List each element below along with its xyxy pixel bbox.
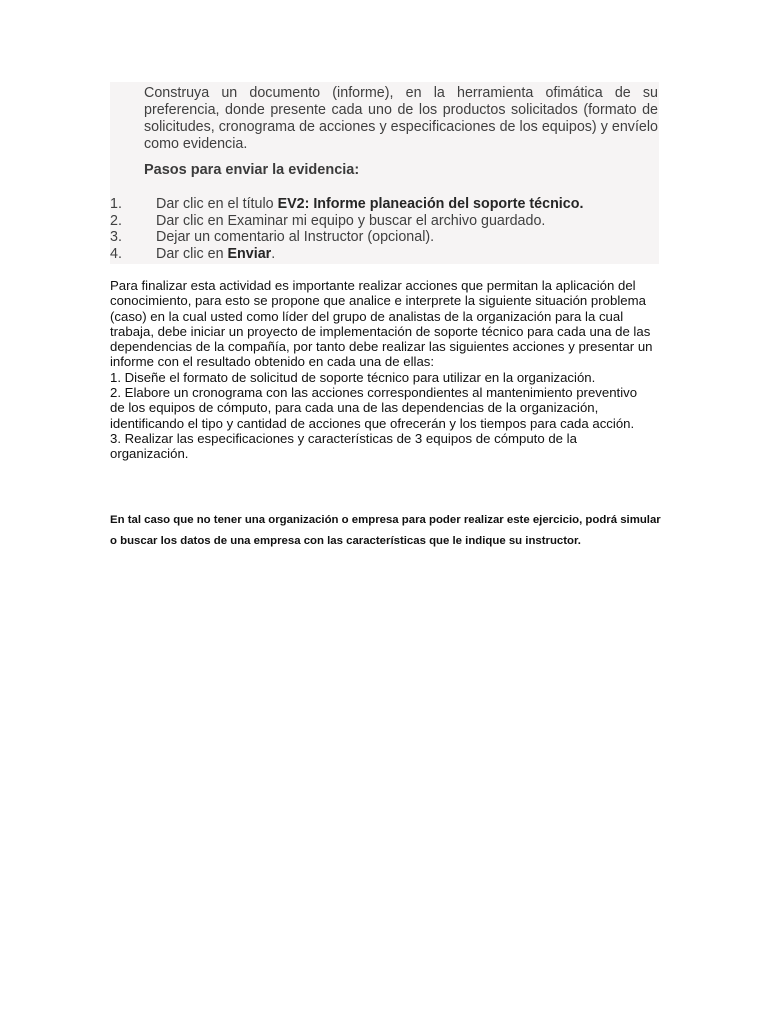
- step-text: Dar clic en Examinar mi equipo y buscar el archivo guardado.: [156, 212, 546, 229]
- step-number: 3.: [110, 229, 122, 246]
- steps-title: Pasos para enviar la evidencia:: [144, 162, 360, 178]
- step-text: Dar clic en el título EV2: Informe planeación del soporte técnico.: [156, 196, 584, 212]
- step-bold-text: Enviar: [227, 246, 272, 263]
- action-item: 3. Realizar las especificaciones y características de 3 equipos de cómputo de la organización.: [110, 430, 577, 462]
- step-number: 1.: [110, 196, 122, 212]
- steps-list: [110, 196, 659, 263]
- case-description: [110, 278, 655, 462]
- intro-paragraph: Construya un documento (informe), en la herramienta ofimática de su preferencia, donde presente cada uno de los productos solicitados (formato de solicitudes, cronograma de acciones y especificaciones de los equipos) y envíelo como evidencia.: [144, 85, 658, 152]
- step-number: 4.: [110, 246, 122, 263]
- step-item: [110, 246, 659, 263]
- action-item: 2. Elabore un cronograma con las acciones correspondientes al mantenimiento preventivo de los equipos de cómputo, para cada una de las dependencias de la organización, identificando el tipo y cantidad de acciones que ofrecerán y los tiempos para cada acción.: [110, 385, 638, 431]
- step-bold-text: EV2: Informe planeación del soporte técnico.: [277, 196, 584, 212]
- step-item: [110, 213, 659, 230]
- step-item: [110, 229, 659, 246]
- step-text: Dar clic en Enviar.: [156, 246, 276, 263]
- step-item: [110, 196, 659, 213]
- action-item: 1. Diseñe el formato de solicitud de soporte técnico para utilizar en la organización.: [110, 369, 596, 385]
- step-text: Dejar un comentario al Instructor (opcional).: [156, 229, 435, 246]
- instructor-note: En tal caso que no tener una organización o empresa para poder realizar este ejercicio, podrá simular o buscar los datos de una empresa con las características que le indique su instructor.: [110, 514, 661, 547]
- step-number: 2.: [110, 212, 122, 229]
- case-paragraph: Para finalizar esta actividad es importante realizar acciones que permitan la aplicación del conocimiento, para esto se propone que analice e interprete la siguiente situación problema (caso) en la cual usted como líder del grupo de analistas de la organización para la cual trabaja, debe iniciar un proyecto de implementación de soporte técnico para cada una de las dependencias de la compañía, por tanto debe realizar las siguientes acciones y presentar un informe con el resultado obtenido en cada una de ellas:: [110, 278, 653, 370]
